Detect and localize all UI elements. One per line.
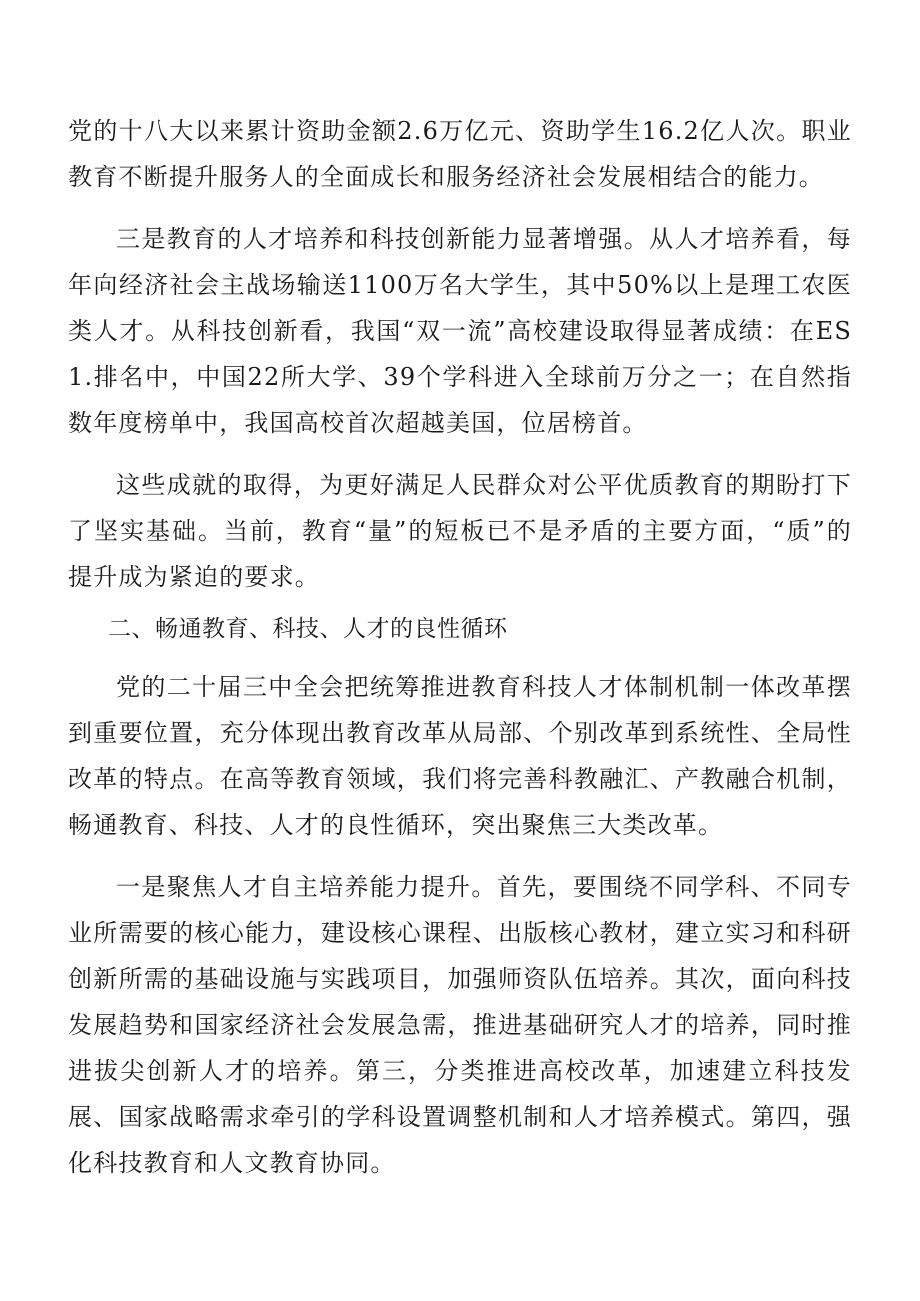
section-heading: 二、畅通教育、科技、人才的良性循环 [108, 616, 508, 642]
paragraph-achievements: 这些成就的取得，为更好满足人民群众对公平优质教育的期盼打下了坚实基础。当前，教育“量”的短板已不是矛盾的主要方面，“质”的提升成为紧迫的要求。 [68, 471, 852, 591]
top-text-block [68, 108, 852, 600]
paragraph-continuation: 党的十八大以来累计资助金额2.6万亿元、资助学生16.2亿人次。职业教育不断提升服务人的全面成长和服务经济社会发展相结合的能力。 [68, 117, 852, 191]
bottom-text-block [68, 664, 852, 1186]
paragraph-talent-innovation: 三是教育的人才培养和科技创新能力显著增强。从人才培养看，每年向经济社会主战场输送1100万名大学生，其中50%以上是理工农医类人才。从科技创新看，我国“双一流”高校建设取得显著成绩：在ES1.排名中，中国22所大学、39个学科进入全球前万分之一；在自然指数年度榜单中，我国高校首次超越美国，位居榜首。 [68, 225, 852, 437]
paragraph-talent-cultivation: 一是聚焦人才自主培养能力提升。首先，要围绕不同学科、不同专业所需要的核心能力，建设核心课程、出版核心教材，建立实习和科研创新所需的基础设施与实践项目，加强师资队伍培养。其次，面向科技发展趋势和国家经济社会发展急需，推进基础研究人才的培养，同时推进拔尖创新人才的培养。第三，分类推进高校改革，加速建立科技发展、国家战略需求牵引的学科设置调整机制和人才培养模式。第四，强化科技教育和人文教育协同。 [68, 873, 852, 1177]
paragraph-plenum-reform: 党的二十届三中全会把统筹推进教育科技人才体制机制一体改革摆到重要位置，充分体现出教育改革从局部、个别改革到系统性、全局性改革的特点。在高等教育领域，我们将完善科教融汇、产教融合机制，畅通教育、科技、人才的良性循环，突出聚焦三大类改革。 [68, 673, 852, 839]
